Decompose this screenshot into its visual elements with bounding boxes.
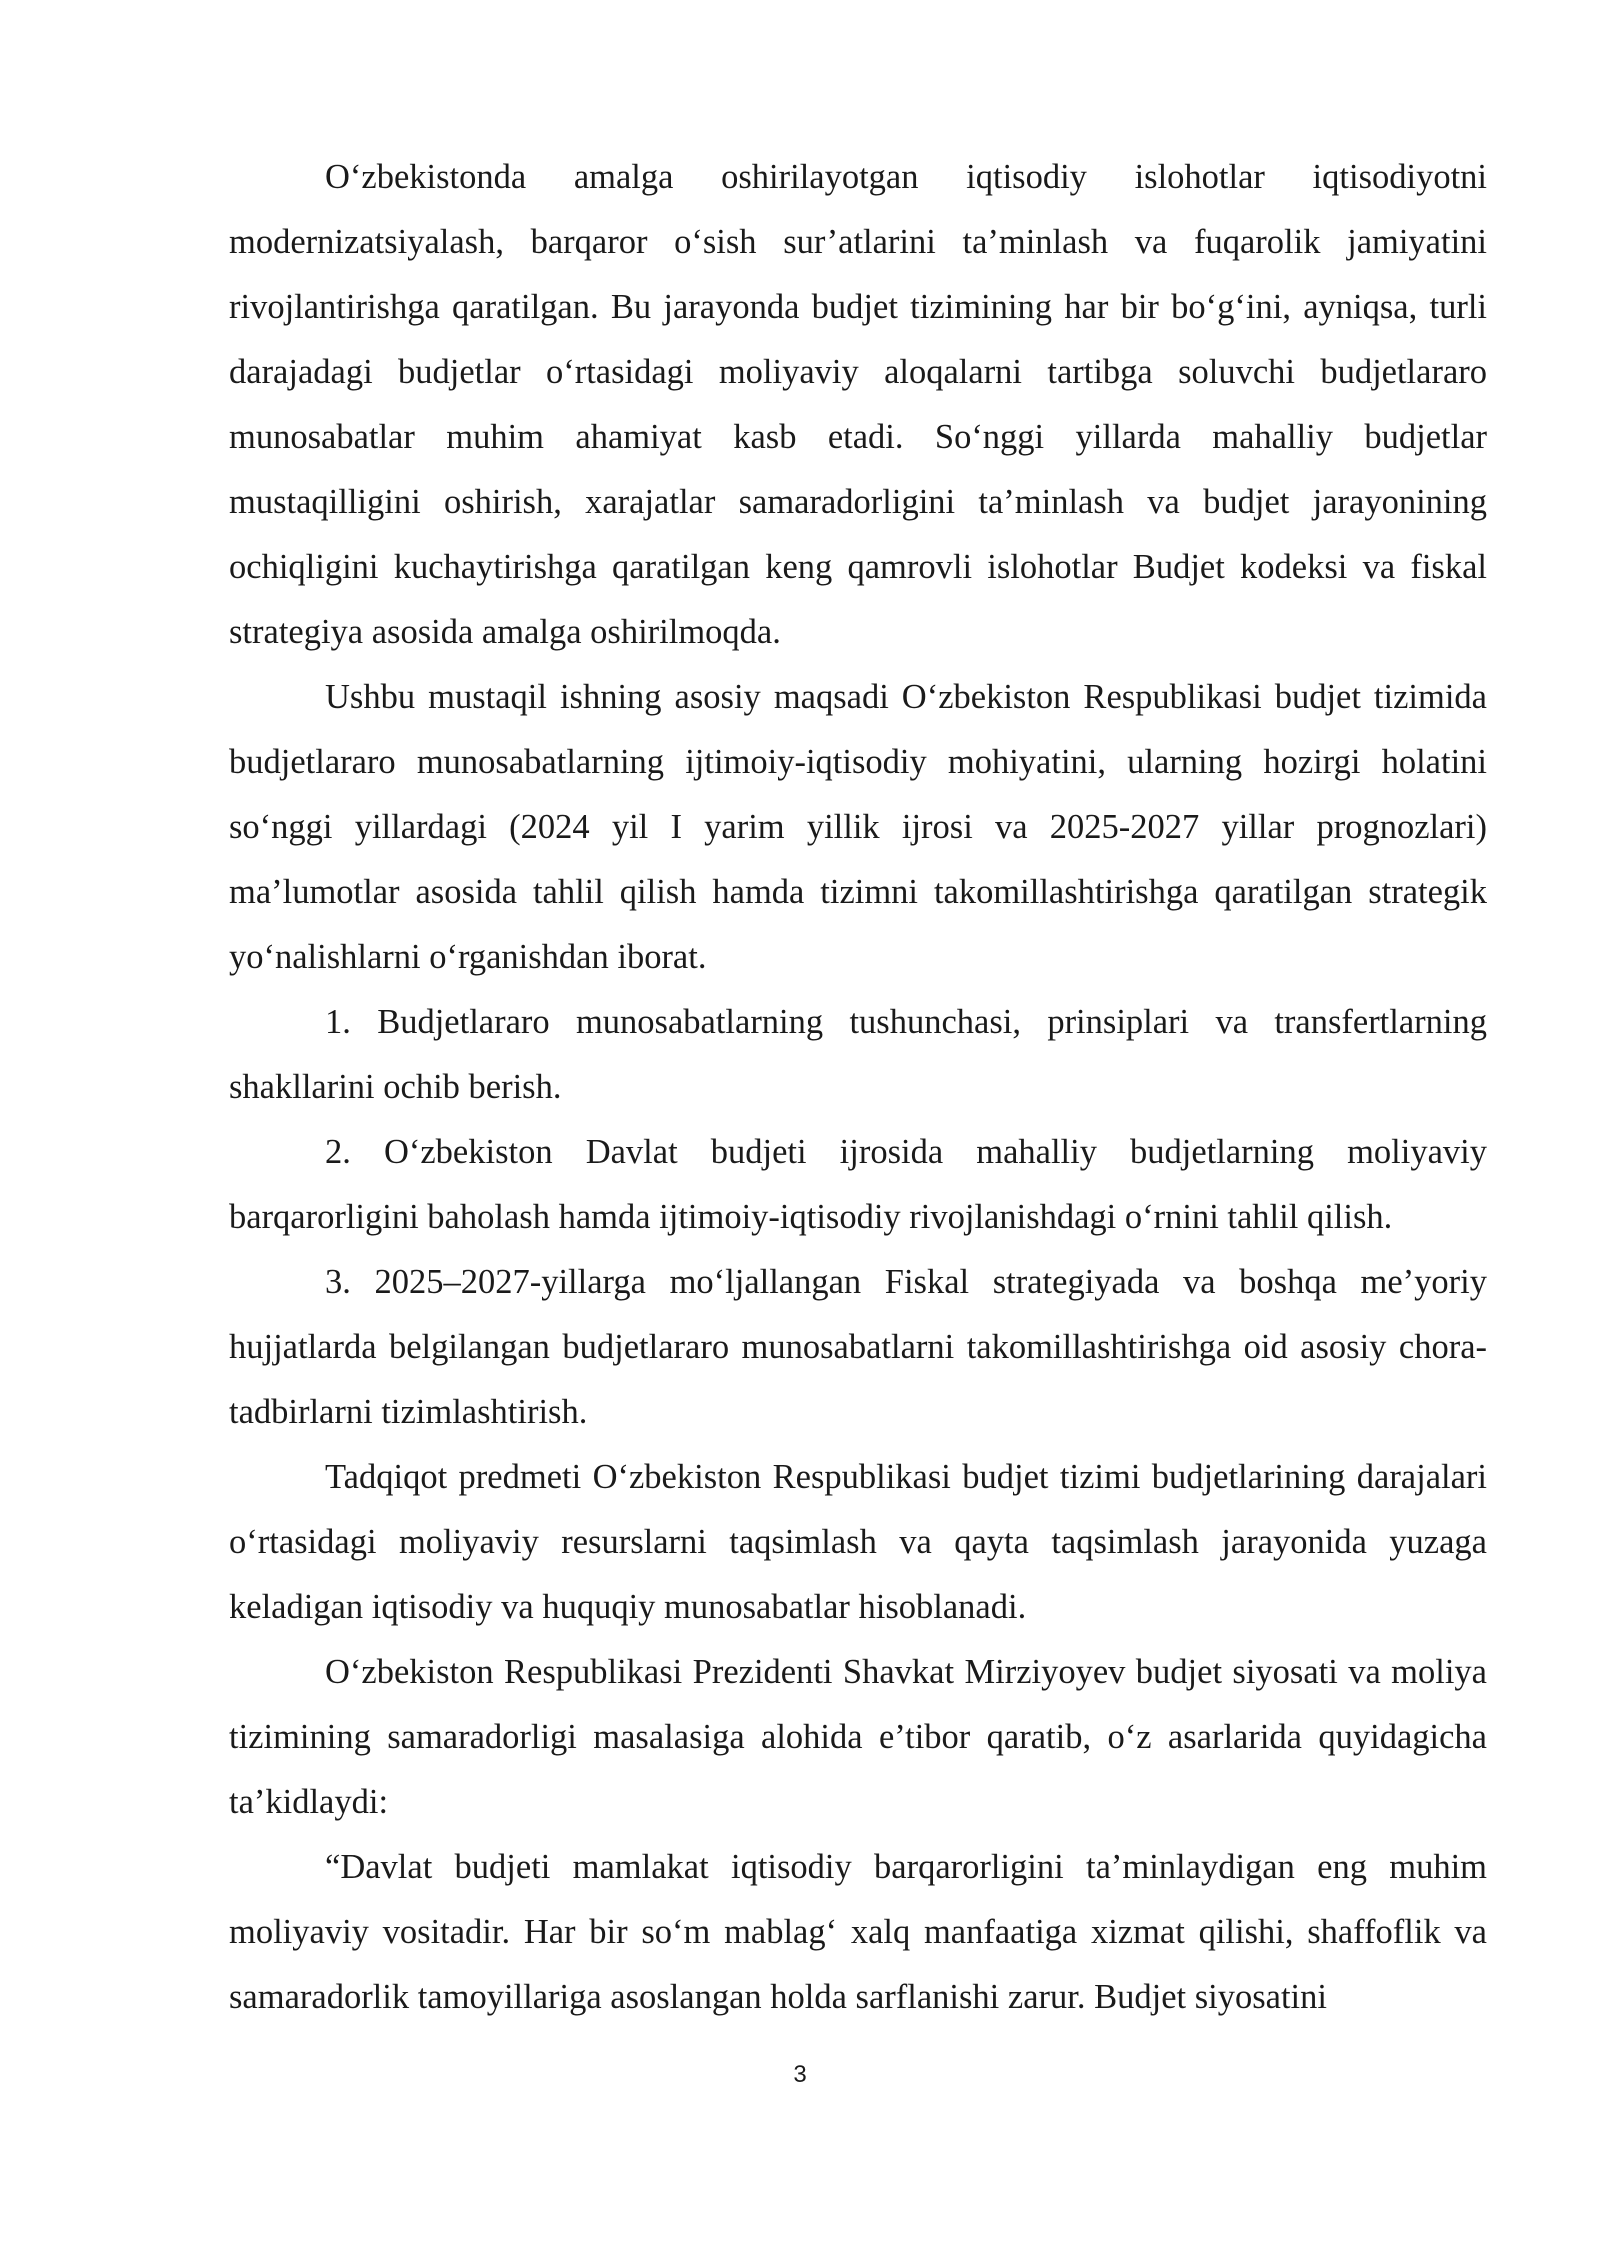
page-number: 3	[793, 2061, 807, 2088]
document-body	[229, 145, 1487, 2030]
paragraph-president: O‘zbekiston Respublikasi Prezidenti Shavkat Mirziyoyev budjet siyosati va moliya tizimining samaradorligi masalasiga alohida e’tibor qaratib, o‘z asarlarida quyidagicha ta’kidlaydi:	[229, 1653, 1487, 1821]
paragraph-subject: Tadqiqot predmeti O‘zbekiston Respublikasi budjet tizimi budjetlarining darajalari o‘rtasidagi moliyaviy resurslarni taqsimlash va qayta taqsimlash jarayonida yuzaga keladigan iqtisodiy va huquqiy munosabatlar hisoblanadi.	[229, 1458, 1487, 1626]
paragraph-quote: “Davlat budjeti mamlakat iqtisodiy barqarorligini ta’minlaydigan eng muhim moliyaviy vositadir. Har bir so‘m mablag‘ xalq manfaatiga xizmat qilishi, shaffoflik va samaradorlik tamoyillariga asoslangan holda sarflanishi zarur. Budjet siyosatini	[229, 1848, 1487, 2016]
task-item-3: 3. 2025–2027-yillarga mo‘ljallangan Fiskal strategiyada va boshqa me’yoriy hujjatlarda belgilangan budjetlararo munosabatlarni takomillashtirishga oid asosiy chora-tadbirlarni tizimlashtirish.	[229, 1263, 1487, 1431]
paragraph-intro: O‘zbekistonda amalga oshirilayotgan iqtisodiy islohotlar iqtisodiyotni modernizatsiyalash, barqaror o‘sish sur’atlarini ta’minlash va fuqarolik jamiyatini rivojlantirishga qaratilgan. Bu jarayonda budjet tizimining har bir bo‘g‘ini, ayniqsa, turli darajadagi budjetlar o‘rtasidagi moliyaviy aloqalarni tartibga soluvchi budjetlararo munosabatlar muhim ahamiyat kasb etadi. So‘nggi yillarda mahalliy budjetlar mustaqilligini oshirish, xarajatlar samaradorligini ta’minlash va budjet jarayonining ochiqligini kuchaytirishga qaratilgan keng qamrovli islohotlar Budjet kodeksi va fiskal strategiya asosida amalga oshirilmoqda.	[229, 158, 1487, 651]
paragraph-goal: Ushbu mustaqil ishning asosiy maqsadi O‘zbekiston Respublikasi budjet tizimida budjetlararo munosabatlarning ijtimoiy-iqtisodiy mohiyatini, ularning hozirgi holatini so‘nggi yillardagi (2024 yil I yarim yillik ijrosi va 2025-2027 yillar prognozlari) ma’lumotlar asosida tahlil qilish hamda tizimni takomillashtirishga qaratilgan strategik yo‘nalishlarni o‘rganishdan iborat.	[229, 678, 1487, 976]
task-item-1: 1. Budjetlararo munosabatlarning tushunchasi, prinsiplari va transfertlarning shakllarini ochib berish.	[229, 1003, 1487, 1106]
task-item-2: 2. O‘zbekiston Davlat budjeti ijrosida mahalliy budjetlarning moliyaviy barqarorligini baholash hamda ijtimoiy-iqtisodiy rivojlanishdagi o‘rnini tahlil qilish.	[229, 1133, 1487, 1236]
